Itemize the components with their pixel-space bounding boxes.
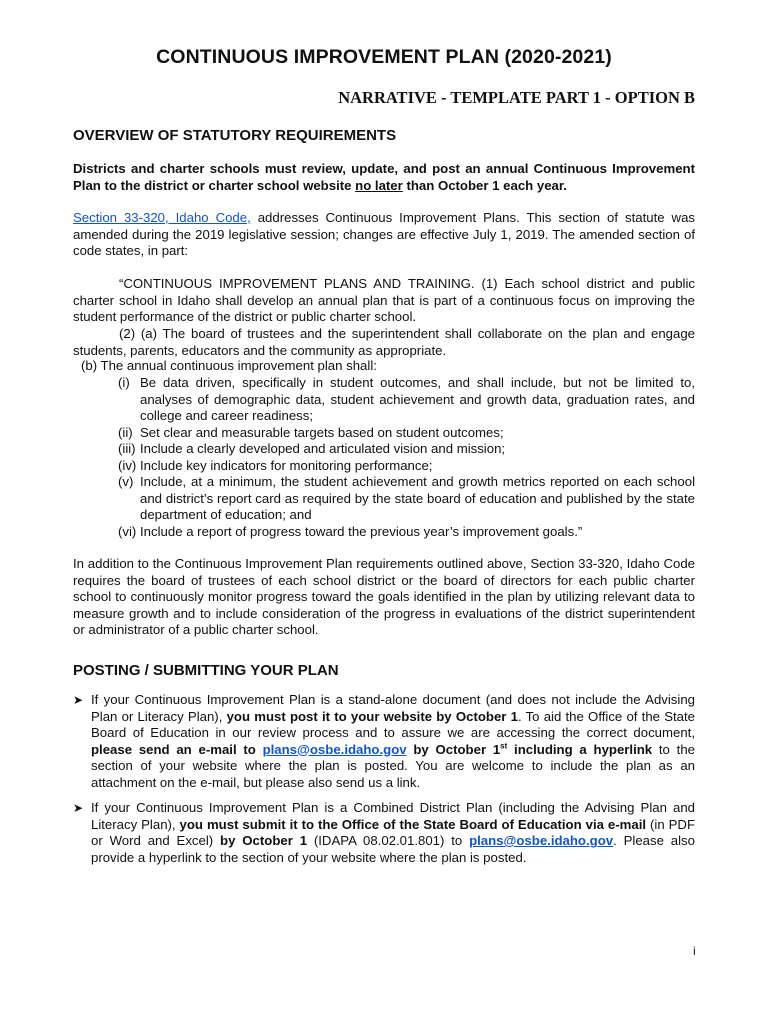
posting-bullet-2 (73, 800, 695, 866)
overview-heading: OVERVIEW OF STATUTORY REQUIREMENTS (73, 127, 397, 144)
list-item-number: (iv) (118, 457, 137, 473)
b1-bold-2: please send an e-mail to (91, 741, 263, 757)
list-item-text: Include key indicators for monitoring performance; (140, 457, 433, 473)
b1-text-1: If your Continuous Improvement Plan is a stand-alone document (and does not include the Advising Plan or Literacy Plan), (91, 692, 695, 724)
list-item-text: Be data driven, specifically in student outcomes, and shall include, but not be limited to, analyses of demographic data, student achievement and growth data, graduation rates, and college and career readiness; (140, 375, 695, 423)
list-item (118, 524, 695, 541)
list-item-number: (v) (118, 474, 134, 489)
page-number: i (693, 944, 696, 958)
email-link-2[interactable]: plans@osbe.idaho.gov (469, 833, 614, 848)
list-item (118, 425, 695, 442)
b2-text-3: (IDAPA 08.02.01.801) to (307, 833, 470, 848)
list-item-text: Include a report of progress toward the previous year’s improvement goals.” (140, 523, 583, 539)
intro-underline: no later (355, 177, 403, 193)
list-item-text: Include, at a minimum, the student achievement and growth metrics reported on each school and district’s report card as required by the state board of education and published by the state department of education; and (140, 474, 695, 522)
arrow-bullet-icon: ➤ (73, 801, 84, 815)
list-item-number: (i) (118, 375, 130, 390)
list-item (118, 441, 695, 458)
requirements-list (118, 375, 695, 540)
b2-bold-2: by October 1 (220, 833, 308, 848)
b1-bold-3: by October 1 (406, 741, 501, 757)
b2-text-2: (in PDF or Word and Excel) (91, 816, 695, 848)
email-link-1[interactable]: plans@osbe.idaho.gov (262, 741, 407, 757)
intro-paragraph (73, 161, 695, 194)
arrow-bullet-icon: ➤ (73, 693, 84, 707)
list-item-text: Include a clearly developed and articulated vision and mission; (140, 441, 506, 456)
list-item (118, 474, 695, 524)
list-item-number: (iii) (118, 441, 136, 456)
b1-bold-1: you must post it to your website by October 1 (226, 708, 518, 724)
quote-b-line (81, 358, 695, 375)
b2-text-4: . Please also provide a hyperlink to the section of your website where the plan is posted. (91, 833, 695, 865)
addition-paragraph: In addition to the Continuous Improvement Plan requirements outlined above, Section 33-320, Idaho Code requires the board of trustees of each school district or the board of directors for each public charter school to continuously monitor progress toward the goals identified in the plan by utilizing relevant data to measure growth and to include consideration of the progress in evaluations of the district superintendent or administrator of a public charter school. (73, 556, 695, 637)
posting-bullet-1 (73, 692, 695, 791)
quote-b-text: (b) The annual continuous improvement plan shall: (81, 358, 377, 373)
posting-heading: POSTING / SUBMITTING YOUR PLAN (73, 662, 339, 679)
list-item-text: Set clear and measurable targets based on student outcomes; (140, 424, 504, 440)
bullet-2-text (91, 800, 695, 866)
statute-link[interactable]: Section 33-320, Idaho Code, (73, 210, 251, 225)
bullet-1-text (91, 692, 695, 791)
intro-text-a: Districts and charter schools must review, update, and post an annual Continuous Improvement Plan to the district or charter school website (73, 161, 695, 193)
b2-bold-1: you must submit it to the Office of the State Board of Education via e-mail (179, 816, 647, 832)
list-item (118, 458, 695, 475)
intro-text-b: than October 1 each year. (402, 177, 567, 193)
list-item-number: (ii) (118, 424, 133, 440)
list-item (118, 375, 695, 425)
quote-paragraph-2: (2) (a) The board of trustees and the superintendent shall collaborate on the plan and engage students, parents, educators and the community as appropriate. (73, 326, 695, 358)
list-item-number: (vi) (118, 523, 137, 539)
quote-paragraph-1: “CONTINUOUS IMPROVEMENT PLANS AND TRAINING. (1) Each school district and public charter school in Idaho shall develop an annual plan that is part of a continuous focus on improving the student performance of the district or public charter school. (73, 276, 695, 324)
b1-text-3: to the section of your website where the plan is posted. You are welcome to include the plan as an attachment on the e-mail, but please also send us a link. (91, 741, 695, 790)
document-subtitle: NARRATIVE - TEMPLATE PART 1 - OPTION B (338, 88, 695, 107)
document-title: CONTINUOUS IMPROVEMENT PLAN (2020-2021) (156, 46, 612, 68)
b1-bold-4: including a hyperlink (507, 741, 653, 757)
b1-sup: st (500, 741, 508, 751)
b2-text-1: If your Continuous Improvement Plan is a Combined District Plan (including the Advising Plan and Literacy Plan), (91, 800, 695, 832)
b1-text-2: . To aid the Office of the State Board of Education in our review process and to assure we are accessing the correct document, (91, 708, 696, 740)
statute-text: addresses Continuous Improvement Plans. This section of statute was amended during the 2019 legislative session; changes are effective July 1, 2019. The amended section of code states, in part: (73, 210, 695, 258)
statute-paragraph (73, 210, 695, 260)
